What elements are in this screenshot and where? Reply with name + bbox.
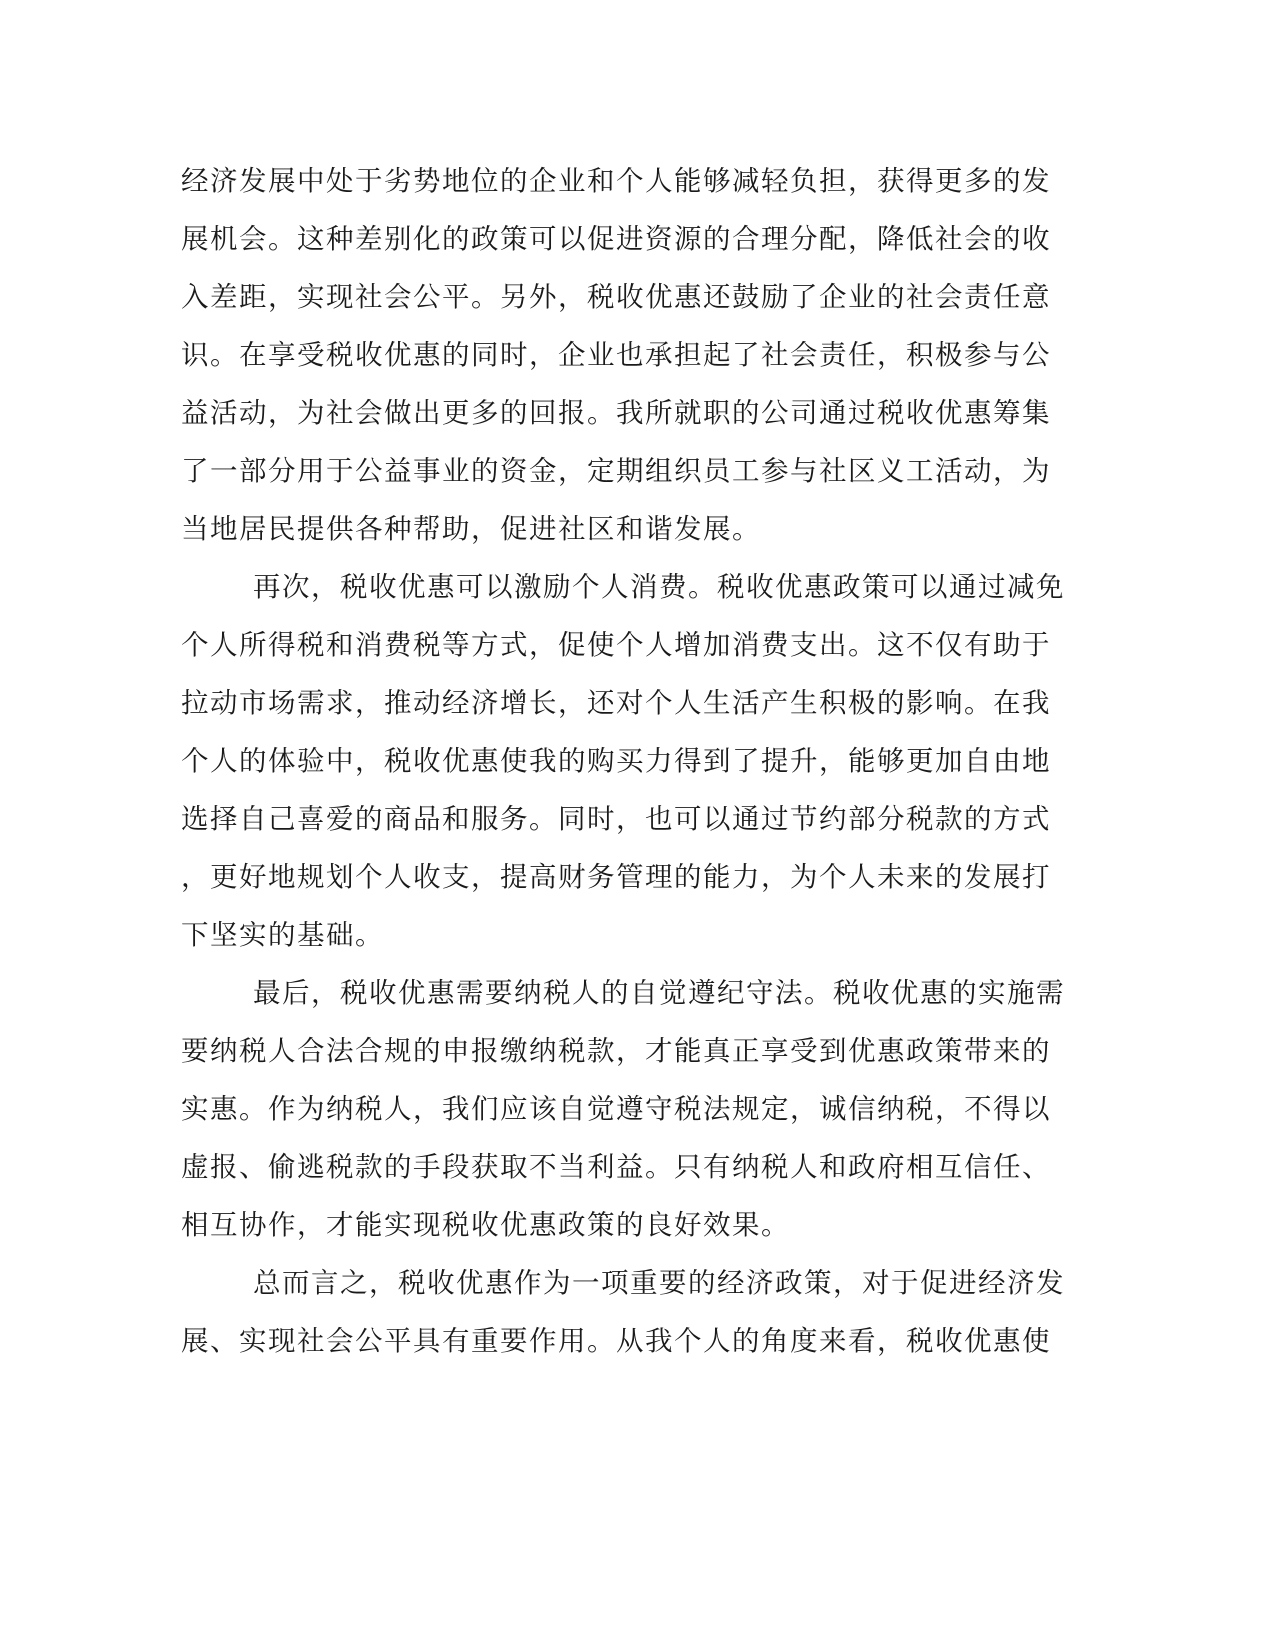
text-line: 要纳税人合法合规的申报缴纳税款，才能真正享受到优惠政策带来的 bbox=[181, 1035, 1051, 1067]
body-text bbox=[181, 156, 1065, 1374]
text-line: 识。在享受税收优惠的同时，企业也承担起了社会责任，积极参与公 bbox=[181, 339, 1051, 371]
text-line: 拉动市场需求，推动经济增长，还对个人生活产生积极的影响。在我 bbox=[181, 687, 1051, 719]
text-line: 相互协作，才能实现税收优惠政策的良好效果。 bbox=[181, 1209, 790, 1241]
text-line: 益活动，为社会做出更多的回报。我所就职的公司通过税收优惠筹集 bbox=[181, 397, 1051, 429]
text-line: 展、实现社会公平具有重要作用。从我个人的角度来看，税收优惠使 bbox=[181, 1325, 1051, 1357]
text-line: 虚报、偷逃税款的手段获取不当利益。只有纳税人和政府相互信任、 bbox=[181, 1151, 1051, 1183]
text-line: 入差距，实现社会公平。另外，税收优惠还鼓励了企业的社会责任意 bbox=[181, 281, 1051, 313]
text-line: 个人所得税和消费税等方式，促使个人增加消费支出。这不仅有助于 bbox=[181, 629, 1051, 661]
text-line: 展机会。这种差别化的政策可以促进资源的合理分配，降低社会的收 bbox=[181, 223, 1051, 255]
text-line: 个人的体验中，税收优惠使我的购买力得到了提升，能够更加自由地 bbox=[181, 745, 1051, 777]
text-line: 了一部分用于公益事业的资金，定期组织员工参与社区义工活动，为 bbox=[181, 455, 1051, 487]
paragraph-start-line: 总而言之，税收优惠作为一项重要的经济政策，对于促进经济发 bbox=[253, 1267, 1065, 1299]
text-line: 选择自己喜爱的商品和服务。同时，也可以通过节约部分税款的方式 bbox=[181, 803, 1051, 835]
text-line: 实惠。作为纳税人，我们应该自觉遵守税法规定，诚信纳税，不得以 bbox=[181, 1093, 1051, 1125]
paragraph-start-line: 再次，税收优惠可以激励个人消费。税收优惠政策可以通过减免 bbox=[253, 571, 1065, 603]
text-line: 经济发展中处于劣势地位的企业和个人能够减轻负担，获得更多的发 bbox=[181, 165, 1051, 197]
text-line: 下坚实的基础。 bbox=[181, 919, 384, 951]
text-line: 当地居民提供各种帮助，促进社区和谐发展。 bbox=[181, 513, 761, 545]
paragraph-start-line: 最后，税收优惠需要纳税人的自觉遵纪守法。税收优惠的实施需 bbox=[253, 977, 1065, 1009]
text-line: ，更好地规划个人收支，提高财务管理的能力，为个人未来的发展打 bbox=[181, 861, 1051, 893]
